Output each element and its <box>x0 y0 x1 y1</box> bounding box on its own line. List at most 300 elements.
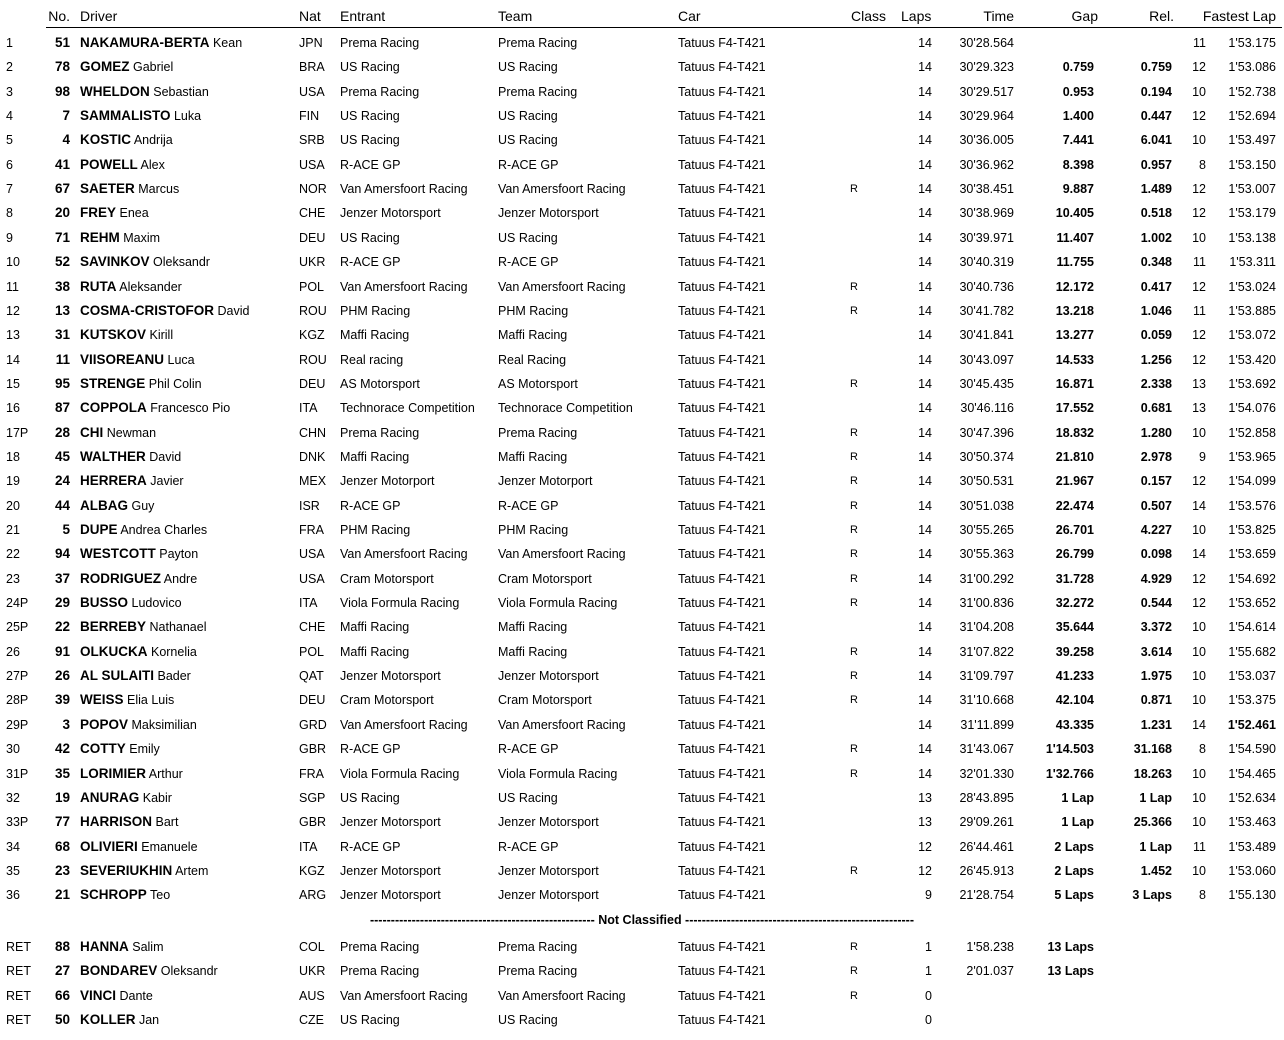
position-cell: 14 <box>6 352 20 367</box>
entrant-cell: R-ACE GP <box>340 157 401 172</box>
rel-cell: 0.518 <box>1140 206 1172 221</box>
position-cell: RET <box>6 964 31 979</box>
driver-cell <box>80 542 198 566</box>
table-row <box>0 688 1284 712</box>
driver-cell <box>80 935 164 959</box>
laps-cell: 9 <box>925 888 932 903</box>
driver-first-name: Jan <box>138 1013 160 1028</box>
laps-cell: 13 <box>918 790 932 805</box>
table-row <box>0 810 1284 834</box>
fastest-lap-number: 11 <box>1193 303 1206 318</box>
car-cell: Tatuus F4-T421 <box>678 133 766 148</box>
entrant-cell: R-ACE GP <box>340 498 401 513</box>
driver-cell <box>80 713 197 737</box>
table-row <box>0 615 1284 639</box>
fastest-lap-number: 10 <box>1192 790 1206 805</box>
team-cell: R-ACE GP <box>498 498 559 513</box>
fastest-lap-time: 1'53.825 <box>1228 523 1276 537</box>
car-cell: Tatuus F4-T421 <box>678 352 766 367</box>
rel-cell: 2.338 <box>1140 376 1172 391</box>
table-row <box>0 153 1284 177</box>
nationality-cell: USA <box>299 571 325 586</box>
fastest-lap-time: 1'53.885 <box>1228 303 1276 318</box>
time-cell: 30'51.038 <box>959 498 1014 513</box>
fastest-lap-number: 12 <box>1192 182 1206 197</box>
laps-cell: 14 <box>918 376 932 391</box>
gap-cell: 16.871 <box>1055 376 1094 391</box>
fastest-lap-number: 14 <box>1192 498 1206 513</box>
fastest-lap-number: 12 <box>1192 328 1206 343</box>
position-cell: 10 <box>6 255 20 270</box>
driver-first-name: Kabir <box>142 790 172 805</box>
car-cell: Tatuus F4-T421 <box>678 36 766 50</box>
laps-cell: 14 <box>918 60 932 75</box>
class-cell: R <box>850 450 858 463</box>
driver-cell <box>80 55 173 79</box>
car-number-cell: 45 <box>54 448 70 464</box>
driver-surname: KOSTIC <box>80 132 132 148</box>
car-cell: Tatuus F4-T421 <box>678 157 766 172</box>
laps-cell: 0 <box>925 988 932 1003</box>
driver-first-name: Gabriel <box>132 60 174 75</box>
laps-cell: 14 <box>918 620 932 635</box>
car-number-cell: 39 <box>54 692 70 708</box>
team-cell: Technorace Competition <box>498 401 633 416</box>
table-row <box>0 299 1284 323</box>
driver-surname: SAVINKOV <box>80 254 150 270</box>
fastest-lap-time: 1'53.652 <box>1228 596 1276 611</box>
driver-first-name: Bart <box>155 815 179 830</box>
driver-first-name: Artem <box>175 863 209 878</box>
position-cell: 31P <box>6 766 29 781</box>
class-cell: R <box>850 524 858 536</box>
position-cell: 33P <box>6 815 29 830</box>
header-underline <box>46 27 1282 28</box>
time-cell: 30'29.517 <box>959 84 1014 99</box>
entrant-cell: Prema Racing <box>340 964 420 979</box>
driver-first-name: Guy <box>131 498 155 513</box>
driver-cell <box>80 1008 159 1032</box>
position-cell: 35 <box>6 863 20 878</box>
car-number-cell: 28 <box>54 424 70 440</box>
gap-cell: 11.407 <box>1056 230 1094 245</box>
fastest-lap-time: 1'53.007 <box>1228 182 1276 197</box>
position-cell: 4 <box>6 109 13 124</box>
driver-surname: DUPE <box>80 522 118 537</box>
col-laps: Laps <box>901 8 932 24</box>
nationality-cell: USA <box>299 157 325 172</box>
fastest-lap-number: 10 <box>1192 425 1206 440</box>
class-cell: R <box>850 941 858 953</box>
rel-cell: 1.975 <box>1140 669 1172 684</box>
team-cell: R-ACE GP <box>498 157 559 172</box>
driver-first-name: Andrea Charles <box>120 523 208 537</box>
entrant-cell: Van Amersfoort Racing <box>340 988 468 1003</box>
driver-surname: AL SULAITI <box>80 668 154 684</box>
rel-cell: 4.929 <box>1140 571 1172 586</box>
gap-cell: 5 Laps <box>1054 888 1094 903</box>
driver-first-name: Javier <box>150 474 184 489</box>
car-cell: Tatuus F4-T421 <box>678 863 766 878</box>
driver-surname: WESTCOTT <box>80 546 156 562</box>
time-cell: 1'58.238 <box>966 940 1014 954</box>
entrant-cell: Jenzer Motorport <box>340 474 435 489</box>
fastest-lap-number: 12 <box>1192 206 1206 221</box>
fastest-lap-time: 1'55.130 <box>1228 888 1276 903</box>
rel-cell: 3 Laps <box>1132 888 1172 903</box>
position-cell: 7 <box>6 182 13 197</box>
car-cell: Tatuus F4-T421 <box>678 109 766 124</box>
position-cell: 34 <box>6 839 20 854</box>
driver-surname: BERREBY <box>80 619 147 635</box>
col-rel: Rel. <box>1149 8 1174 24</box>
driver-surname: POWELL <box>80 156 138 172</box>
rel-cell: 1.489 <box>1140 182 1172 197</box>
class-cell: R <box>850 499 858 512</box>
nationality-cell: AUS <box>299 988 325 1003</box>
laps-cell: 14 <box>918 425 932 440</box>
gap-cell: 14.533 <box>1055 352 1094 367</box>
driver-first-name: Kornelia <box>150 644 197 659</box>
gap-cell: 8.398 <box>1062 157 1094 172</box>
laps-cell: 14 <box>918 523 932 537</box>
time-cell: 29'09.261 <box>959 815 1014 830</box>
nationality-cell: ROU <box>299 303 327 318</box>
driver-surname: RODRIGUEZ <box>80 570 161 586</box>
car-cell: Tatuus F4-T421 <box>678 815 766 830</box>
gap-cell: 43.335 <box>1055 717 1094 732</box>
nationality-cell: SRB <box>299 133 325 148</box>
gap-cell: 32.272 <box>1055 596 1094 611</box>
driver-first-name: Bader <box>157 669 191 684</box>
driver-first-name: Ludovico <box>131 596 182 611</box>
time-cell: 30'43.097 <box>959 352 1014 367</box>
fastest-lap-number: 10 <box>1192 644 1206 659</box>
fastest-lap-number: 12 <box>1192 279 1206 294</box>
driver-surname: SAETER <box>80 181 135 197</box>
driver-cell <box>80 591 182 615</box>
car-number-cell: 24 <box>54 473 70 489</box>
car-cell: Tatuus F4-T421 <box>678 571 766 586</box>
time-cell: 30'29.323 <box>959 60 1014 75</box>
car-number-cell: 29 <box>54 595 70 611</box>
table-row <box>0 640 1284 664</box>
rel-cell: 4.227 <box>1140 523 1172 537</box>
laps-cell: 1 <box>925 940 932 954</box>
gap-cell: 13.277 <box>1055 328 1094 343</box>
car-number-cell: 13 <box>54 302 70 318</box>
laps-cell: 14 <box>918 206 932 221</box>
gap-cell: 0.953 <box>1062 84 1094 99</box>
entrant-cell: Cram Motorsport <box>340 693 434 708</box>
time-cell: 31'04.208 <box>959 620 1014 635</box>
fastest-lap-number: 9 <box>1199 449 1206 464</box>
driver-surname: CHI <box>80 424 104 440</box>
nationality-cell: GBR <box>299 815 327 830</box>
gap-cell: 21.967 <box>1055 474 1094 489</box>
driver-first-name: Elia Luis <box>127 693 175 708</box>
entrant-cell: Viola Formula Racing <box>340 766 460 781</box>
nationality-cell: UKR <box>299 255 326 270</box>
table-row <box>0 883 1284 907</box>
gap-cell: 18.832 <box>1055 425 1094 440</box>
team-cell: Jenzer Motorsport <box>498 863 599 878</box>
driver-cell <box>80 153 165 177</box>
car-cell: Tatuus F4-T421 <box>678 523 766 537</box>
driver-surname: RUTA <box>80 278 117 294</box>
driver-cell <box>80 31 242 55</box>
driver-cell <box>80 615 207 639</box>
car-number-cell: 5 <box>62 522 70 537</box>
position-cell: 23 <box>6 571 20 586</box>
laps-cell: 12 <box>918 863 932 878</box>
col-no: No. <box>48 8 70 24</box>
time-cell: 30'39.971 <box>959 230 1014 245</box>
driver-surname: ANURAG <box>80 789 140 805</box>
rel-cell: 0.507 <box>1140 498 1172 513</box>
time-cell: 30'40.736 <box>959 279 1014 294</box>
driver-cell <box>80 518 207 542</box>
team-cell: R-ACE GP <box>498 255 559 270</box>
laps-cell: 14 <box>918 303 932 318</box>
laps-cell: 0 <box>925 1013 932 1028</box>
time-cell: 30'55.265 <box>959 523 1014 537</box>
car-number-cell: 35 <box>54 765 70 781</box>
nationality-cell: CHE <box>299 620 326 635</box>
position-cell: 24P <box>6 596 29 611</box>
fastest-lap-time: 1'52.461 <box>1227 717 1276 732</box>
laps-cell: 14 <box>918 401 932 416</box>
team-cell: Maffi Racing <box>498 644 568 659</box>
team-cell: Maffi Racing <box>498 328 568 343</box>
time-cell: 31'10.668 <box>959 693 1014 708</box>
laps-cell: 14 <box>918 547 932 562</box>
driver-cell <box>80 250 210 274</box>
driver-first-name: Alex <box>140 157 165 172</box>
driver-first-name: David <box>149 449 182 464</box>
driver-first-name: Salim <box>132 940 164 954</box>
time-cell: 32'01.330 <box>959 766 1014 781</box>
gap-cell: 13 Laps <box>1047 964 1094 979</box>
rel-cell: 0.681 <box>1140 401 1172 416</box>
fastest-lap-time: 1'52.694 <box>1228 109 1276 124</box>
car-cell: Tatuus F4-T421 <box>678 279 766 294</box>
fastest-lap-number: 10 <box>1192 84 1206 99</box>
entrant-cell: US Racing <box>340 1013 400 1028</box>
car-number-cell: 87 <box>54 400 70 416</box>
nationality-cell: GRD <box>299 717 327 732</box>
driver-cell <box>80 810 178 834</box>
fastest-lap-number: 12 <box>1192 352 1206 367</box>
driver-surname: WALTHER <box>80 448 146 464</box>
fastest-lap-number: 12 <box>1192 596 1206 611</box>
time-cell: 31'00.836 <box>959 596 1014 611</box>
driver-cell <box>80 859 208 883</box>
driver-surname: COSMA-CRISTOFOR <box>80 302 214 318</box>
table-row <box>0 396 1284 420</box>
laps-cell: 13 <box>918 815 932 830</box>
laps-cell: 14 <box>918 230 932 245</box>
entrant-cell: Maffi Racing <box>340 644 410 659</box>
car-number-cell: 95 <box>54 375 70 391</box>
rel-cell: 0.957 <box>1140 157 1172 172</box>
driver-surname: OLKUCKA <box>80 643 148 659</box>
table-row <box>0 421 1284 445</box>
driver-surname: SEVERIUKHIN <box>80 862 173 878</box>
driver-surname: COPPOLA <box>80 400 147 416</box>
driver-surname: BONDAREV <box>80 963 158 979</box>
car-number-cell: 26 <box>54 668 70 684</box>
position-cell: 1 <box>6 36 13 50</box>
fastest-lap-number: 13 <box>1192 376 1206 391</box>
driver-cell <box>80 688 174 712</box>
gap-cell: 26.799 <box>1055 547 1094 562</box>
driver-first-name: Dante <box>119 988 153 1003</box>
driver-first-name: Marcus <box>138 182 180 197</box>
car-number-cell: 21 <box>54 887 70 903</box>
entrant-cell: Van Amersfoort Racing <box>340 547 468 562</box>
entrant-cell: PHM Racing <box>340 303 411 318</box>
car-number-cell: 19 <box>54 789 70 805</box>
fastest-lap-number: 10 <box>1192 669 1206 684</box>
col-class: Class <box>851 8 887 24</box>
car-number-cell: 52 <box>54 254 70 270</box>
nationality-cell: KGZ <box>299 328 325 343</box>
driver-surname: HERRERA <box>80 473 147 489</box>
time-cell: 30'29.964 <box>959 109 1014 124</box>
car-cell: Tatuus F4-T421 <box>678 988 766 1003</box>
fastest-lap-number: 8 <box>1199 157 1206 172</box>
driver-surname: COTTY <box>80 741 126 757</box>
rel-cell: 0.098 <box>1140 547 1172 562</box>
gap-cell: 31.728 <box>1055 571 1094 586</box>
driver-first-name: Emily <box>129 742 160 757</box>
position-cell: 26 <box>6 644 20 659</box>
team-cell: Jenzer Motorport <box>498 474 593 489</box>
position-cell: 32 <box>6 790 20 805</box>
team-cell: Prema Racing <box>498 84 578 99</box>
car-number-cell: 98 <box>54 83 70 99</box>
fastest-lap-time: 1'52.858 <box>1228 425 1276 440</box>
driver-first-name: Luca <box>167 352 195 367</box>
team-cell: Real Racing <box>498 352 567 367</box>
laps-cell: 14 <box>918 571 932 586</box>
rel-cell: 31.168 <box>1133 742 1172 757</box>
car-number-cell: 94 <box>54 546 70 562</box>
fastest-lap-number: 11 <box>1193 36 1206 50</box>
driver-cell <box>80 640 197 664</box>
fastest-lap-time: 1'53.692 <box>1228 376 1276 391</box>
car-number-cell: 22 <box>54 619 70 635</box>
team-cell: Prema Racing <box>498 964 578 979</box>
table-row <box>0 737 1284 761</box>
car-cell: Tatuus F4-T421 <box>678 328 766 343</box>
position-cell: 19 <box>6 474 20 489</box>
fastest-lap-time: 1'53.138 <box>1228 230 1276 245</box>
fastest-lap-number: 8 <box>1199 742 1206 757</box>
laps-cell: 14 <box>918 669 932 684</box>
car-cell: Tatuus F4-T421 <box>678 888 766 903</box>
fastest-lap-time: 1'55.682 <box>1228 644 1276 659</box>
team-cell: Prema Racing <box>498 425 578 440</box>
fastest-lap-number: 10 <box>1192 133 1206 148</box>
fastest-lap-time: 1'54.099 <box>1228 474 1276 489</box>
driver-first-name: Andre <box>163 571 198 586</box>
fastest-lap-time: 1'52.738 <box>1228 84 1276 99</box>
fastest-lap-number: 13 <box>1192 401 1206 416</box>
gap-cell: 35.644 <box>1055 620 1094 635</box>
time-cell: 30'50.531 <box>959 474 1014 489</box>
gap-cell: 7.441 <box>1062 133 1094 148</box>
fastest-lap-number: 12 <box>1192 60 1206 75</box>
driver-cell <box>80 762 183 786</box>
team-cell: Jenzer Motorsport <box>498 206 599 221</box>
table-row <box>0 201 1284 225</box>
driver-first-name: Aleksander <box>119 279 182 294</box>
table-row <box>0 859 1284 883</box>
table-row <box>0 494 1284 518</box>
fastest-lap-time: 1'53.420 <box>1228 352 1276 367</box>
rel-cell: 1.046 <box>1140 303 1172 318</box>
table-row <box>0 469 1284 493</box>
table-row <box>0 372 1284 396</box>
driver-first-name: Andrija <box>133 133 173 148</box>
fastest-lap-time: 1'54.465 <box>1228 766 1276 781</box>
rel-cell: 3.372 <box>1140 620 1172 635</box>
driver-cell <box>80 883 170 907</box>
laps-cell: 14 <box>918 596 932 611</box>
rel-cell: 0.348 <box>1140 255 1172 270</box>
fastest-lap-time: 1'54.590 <box>1228 742 1276 757</box>
fastest-lap-number: 10 <box>1192 863 1206 878</box>
nationality-cell: CZE <box>299 1013 324 1028</box>
car-cell: Tatuus F4-T421 <box>678 425 766 440</box>
driver-surname: NAKAMURA-BERTA <box>80 35 210 50</box>
car-cell: Tatuus F4-T421 <box>678 60 766 75</box>
team-cell: US Racing <box>498 790 558 805</box>
fastest-lap-number: 12 <box>1192 109 1206 124</box>
driver-cell <box>80 177 179 201</box>
gap-cell: 13.218 <box>1055 303 1094 318</box>
nationality-cell: JPN <box>299 36 323 50</box>
car-cell: Tatuus F4-T421 <box>678 766 766 781</box>
driver-surname: WHELDON <box>80 83 150 99</box>
table-header <box>0 4 1284 28</box>
driver-first-name: Enea <box>119 206 149 221</box>
nationality-cell: ISR <box>299 498 320 513</box>
laps-cell: 1 <box>925 964 932 979</box>
table-row <box>0 104 1284 128</box>
table-row <box>0 713 1284 737</box>
team-cell: Van Amersfoort Racing <box>498 182 626 197</box>
nationality-cell: DNK <box>299 449 326 464</box>
table-row <box>0 348 1284 372</box>
class-cell: R <box>850 645 858 658</box>
team-cell: Jenzer Motorsport <box>498 815 599 830</box>
gap-cell: 2 Laps <box>1054 839 1094 854</box>
driver-first-name: Oleksandr <box>160 964 218 979</box>
position-cell: 17P <box>6 425 29 440</box>
fastest-lap-time: 1'53.497 <box>1228 133 1276 148</box>
position-cell: 28P <box>6 693 29 708</box>
table-row <box>0 31 1284 55</box>
gap-cell: 12.172 <box>1055 279 1094 294</box>
nationality-cell: ITA <box>299 401 318 416</box>
team-cell: Jenzer Motorsport <box>498 669 599 684</box>
fastest-lap-number: 10 <box>1192 693 1206 708</box>
time-cell: 26'45.913 <box>959 863 1014 878</box>
driver-surname: VINCI <box>80 987 117 1003</box>
